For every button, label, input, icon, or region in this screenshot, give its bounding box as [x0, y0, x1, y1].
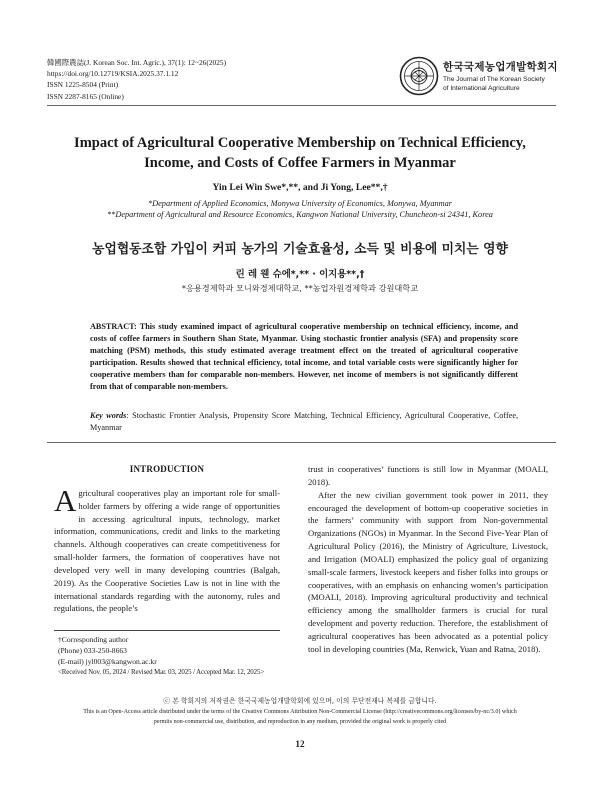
copyright-korean: ⓒ 본 학회지의 저작권은 한국국제농업개발학회에 있으며, 이의 무단전재나 복제를 금합니다. [163, 697, 437, 705]
drop-cap: A [54, 482, 77, 518]
issn-print: ISSN 1225-8504 (Print) [47, 80, 119, 90]
paper-title: Impact of Agricultural Cooperative Membership on Technical Efficiency, Income, and Costs of Coffee Farmers in Myanmar [74, 135, 526, 171]
license-line-2: permits non-commercial use, distribution, and reproduction in any medium, provided the original work is properly cited [153, 719, 447, 725]
license-line-1: This is an Open-Access article distributed under the terms of the Creative Commons Attribution Non-Commercial License (http://creativecommons.org/licenses/by-nc/3.0) which [83, 708, 517, 715]
society-header [399, 56, 559, 100]
received-dates: <Received Nov. 05, 2024 / Revised Mar. 03, 2025 / Accepted Mar. 12, 2025> [58, 669, 265, 677]
society-emblem-icon [399, 56, 439, 96]
corresponding-label: †Corresponding author [58, 635, 129, 644]
section-heading-introduction: INTRODUCTION [129, 464, 205, 474]
journal-citation-block [47, 57, 347, 102]
body-paragraph: After the new civilian government took power in 2011, they encouraged the development of bottom-up cooperative societies in the farmers’ community with support from Non-governmental Organizations (NGOs) in Myanmar. In the Second Five-Year Plan of Agricultural Policy (2016), the Ministry of Agriculture, Livestock, and Irrigation (MOALI) emphasized the policy goal of organizing small-scale farmers, livestock keepers and fisher folks into groups or cooperatives, with an emphasis on enhancing women’s participation (MOALI, 2018). Improving agricultural productivity and technical efficiency among the smallholder farmers is crucial for rural development and poverty reduction. Therefore, the establishment of agricultural cooperatives has been advocated as a potential policy tool in developing countries (Ma, Renwick, Yuan and Ratna, 2018). [308, 489, 548, 654]
body-paragraph: trust in cooperatives’ functions is still low in Myanmar (MOALI, 2018). [308, 464, 548, 487]
keywords-label: Key words [90, 411, 127, 420]
corresponding-author-footnote [58, 634, 298, 678]
paper-title-korean: 농업협동조합 가입이 커피 농가의 기술효율성, 소득 및 비용에 미치는 영향 [92, 242, 508, 257]
abstract-divider [47, 442, 556, 443]
email[interactable]: (E-mail) jyl003@kangwon.ac.kr [58, 657, 157, 667]
society-name-korean: 한국국제농업개발학회지 [443, 61, 558, 73]
author-list: Yin Lei Win Swe*,**, and Ji Yong, Lee**,† [212, 182, 388, 193]
keywords-list: : Stochastic Frontier Analysis, Propensity Score Matching, Technical Efficiency, Agricultural Cooperative, Coffee, Myanmar [90, 411, 519, 432]
abstract: ABSTRACT: This study examined impact of agricultural cooperative membership on technical efficiency, income, and costs of coffee farmers in Southern Shan State, Myanmar. Using stochastic frontier analysis (SFA) and propensity score matching (PSM) methods, this study estimated average treatment effect on the treated of agricultural cooperative participation. Results showed that technical efficiency, total income, and total variable costs were significantly higher for cooperative members than for comparable non-members. However, net income of members is not significantly different from that of comparable non-members. [90, 322, 518, 391]
license-notice [40, 696, 560, 728]
header-divider [47, 105, 556, 106]
journal-citation: 韓國際農誌(J. Korean Soc. Int. Agric.), 37(1): 12~26(2025) [47, 58, 227, 67]
author-list-korean: 린 레 웬 슈에*,** · 이지용**,† [235, 269, 365, 280]
body-column-left [54, 463, 280, 615]
keywords [90, 410, 518, 434]
author-affiliations: *Department of Applied Economics, Monywa University of Economics, Monywa, Myanmar **Department of Agricultural and Resource Economics, Kangwon National University, Chuncheon-si 24341, Korea [107, 199, 493, 219]
affiliation-korean: *응용경제학과 모니와경제대학교, **농업자원경제학과 강원대학교 [181, 283, 419, 293]
phone: (Phone) 033-250-8663 [58, 646, 127, 656]
issn-online: ISSN 2287-8165 (Online) [47, 91, 124, 101]
page-number: 12 [295, 739, 305, 749]
body-column-right [308, 463, 548, 656]
doi-link[interactable]: https://doi.org/10.12719/KSIA.2025.37.1.12 [47, 69, 179, 79]
body-paragraph: Agricultural cooperatives play an important role for small-holder farmers by offering a wide range of opportunities in accessing agricultural inputs, technology, market information, communications, credit and links to the marketing channels. Although cooperatives can create competitiveness for small-holder farmers, the formation of cooperatives have not developed very well in many developing countries (Balgah, 2019). As the Cooperative Societies Law is not in line with the international standards regarding with the autonomy, rules and regulations, the people’s [54, 482, 280, 614]
footnote-divider [54, 630, 280, 631]
society-name-english: The Journal of The Korean Society of International Agriculture [443, 76, 545, 92]
